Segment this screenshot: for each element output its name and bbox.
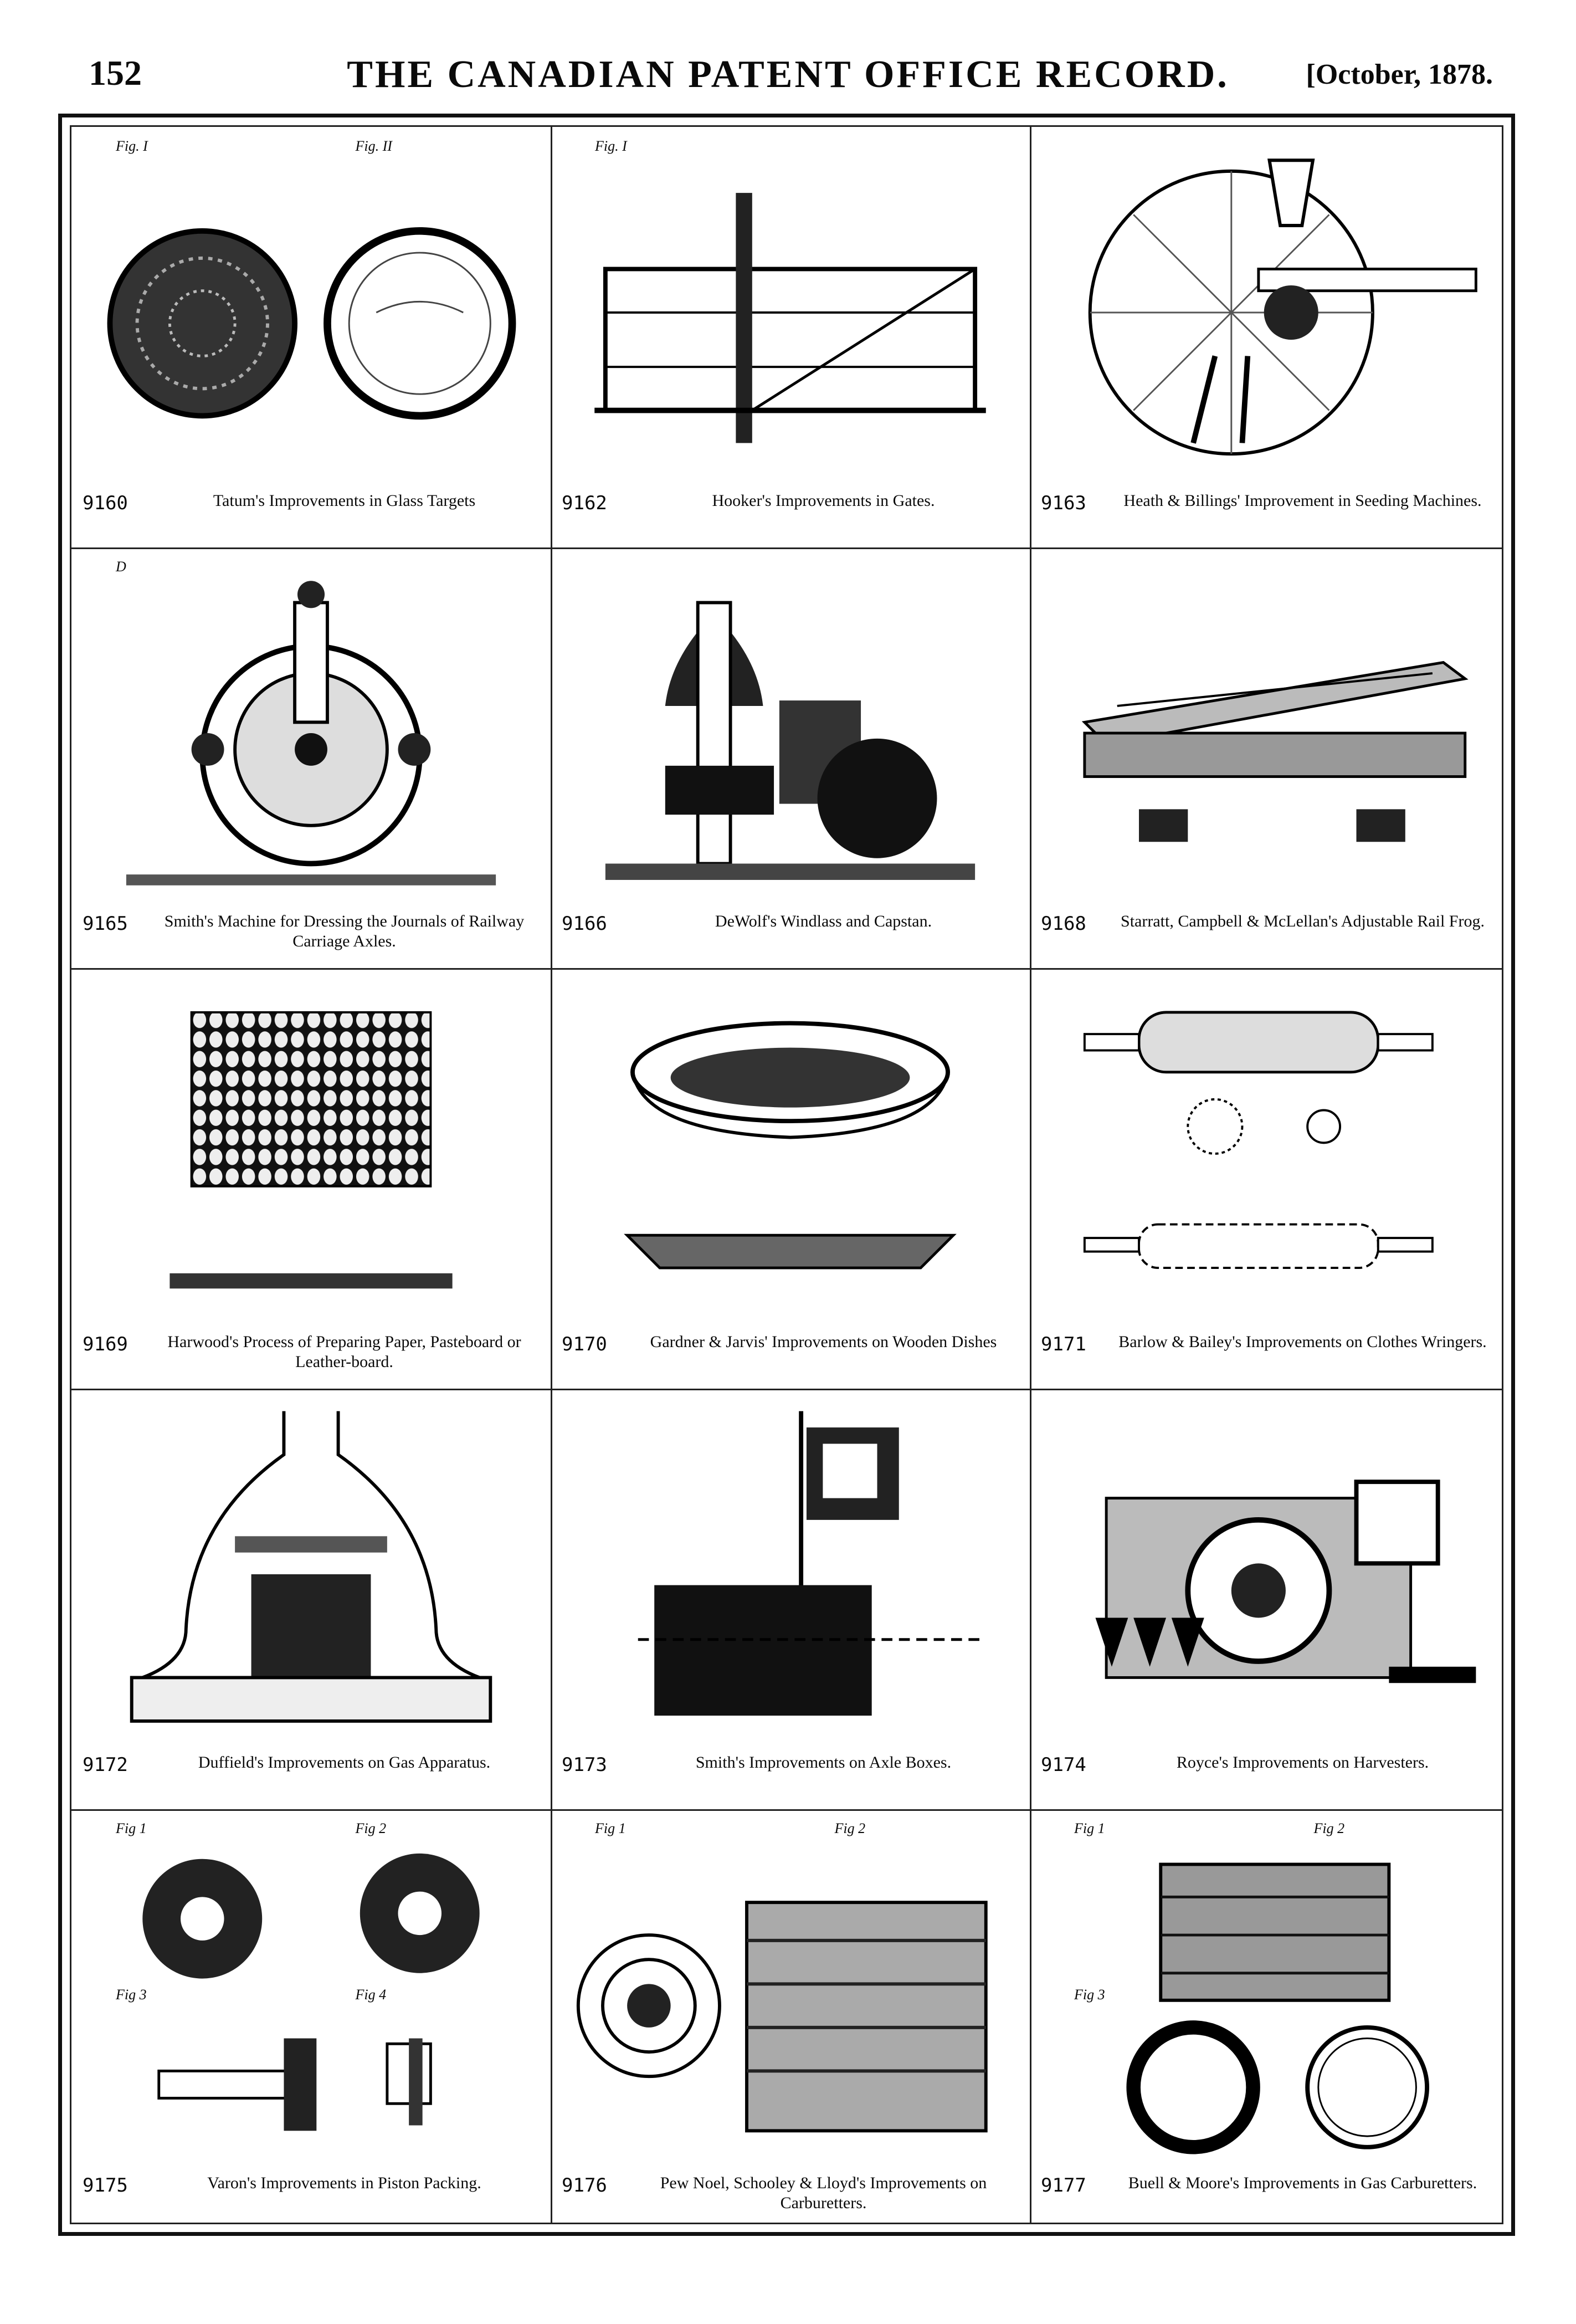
patent-caption: Pew Noel, Schooley & Lloyd's Improvements on Carburetters. xyxy=(660,2174,987,2212)
patent-number: 9168 xyxy=(1041,913,1086,935)
journal-title: THE CANADIAN PATENT OFFICE RECORD. xyxy=(347,53,1229,96)
page-header xyxy=(0,53,1576,114)
patent-number: 9163 xyxy=(1041,492,1086,514)
patent-caption: Smith's Machine for Dressing the Journals of Railway Carriage Axles. xyxy=(164,912,525,950)
plate-frame xyxy=(58,114,1515,2236)
patent-cell-9170 xyxy=(551,968,1030,1389)
patent-drawing xyxy=(573,985,1008,1323)
patent-drawing xyxy=(1052,564,1487,902)
figure-label: Fig 2 xyxy=(834,1820,866,1836)
patent-caption: Hooker's Improvements in Gates. xyxy=(712,492,935,510)
patent-cell-9175 xyxy=(71,1809,551,2230)
patent-cell-9166 xyxy=(551,547,1030,968)
patent-cell-9162 xyxy=(551,127,1030,547)
patent-caption: Varon's Improvements in Piston Packing. xyxy=(207,2174,481,2192)
patent-number: 9171 xyxy=(1041,1333,1086,1355)
patent-caption: Gardner & Jarvis' Improvements on Wooden Dishes xyxy=(650,1333,997,1351)
figure-label: Fig. I xyxy=(595,138,627,154)
patent-number: 9166 xyxy=(562,913,607,935)
patent-drawing xyxy=(94,144,528,482)
patent-cell-9174 xyxy=(1030,1389,1509,1809)
figure-label: Fig 1 xyxy=(1074,1820,1105,1836)
patent-number: 9170 xyxy=(562,1333,607,1355)
patent-caption: Duffield's Improvements on Gas Apparatus. xyxy=(198,1753,491,1772)
patent-caption: Buell & Moore's Improvements in Gas Carburetters. xyxy=(1128,2174,1477,2192)
patent-grid xyxy=(71,127,1502,2223)
figure-label: Fig 3 xyxy=(1074,1987,1105,2003)
patent-number: 9177 xyxy=(1041,2174,1086,2197)
patent-drawing xyxy=(1052,144,1487,482)
patent-cell-9163 xyxy=(1030,127,1509,547)
patent-cell-9168 xyxy=(1030,547,1509,968)
patent-number: 9169 xyxy=(83,1333,128,1355)
patent-caption: Starratt, Campbell & McLellan's Adjustable Rail Frog. xyxy=(1121,912,1485,930)
patent-drawing xyxy=(573,144,1008,482)
patent-drawing xyxy=(573,1405,1008,1743)
patent-cell-9176 xyxy=(551,1809,1030,2230)
figure-label: Fig 3 xyxy=(116,1987,147,2003)
plate-inner-border xyxy=(70,125,1503,2224)
figure-label: Fig 1 xyxy=(116,1820,147,1836)
patent-number: 9172 xyxy=(83,1754,128,1776)
patent-number: 9174 xyxy=(1041,1754,1086,1776)
page-number: 152 xyxy=(89,53,142,93)
figure-label: D xyxy=(116,559,126,575)
patent-caption: DeWolf's Windlass and Capstan. xyxy=(715,912,932,930)
patent-cell-9160 xyxy=(71,127,551,547)
patent-number: 9173 xyxy=(562,1754,607,1776)
patent-cell-9169 xyxy=(71,968,551,1389)
patent-drawing xyxy=(1052,1405,1487,1743)
issue-date: [October, 1878. xyxy=(1306,59,1493,90)
patent-cell-9173 xyxy=(551,1389,1030,1809)
figure-label: Fig 4 xyxy=(355,1987,387,2003)
patent-number: 9160 xyxy=(83,492,128,514)
patent-caption: Smith's Improvements on Axle Boxes. xyxy=(695,1753,952,1772)
patent-drawing xyxy=(573,1826,1008,2164)
patent-drawing xyxy=(94,564,528,902)
patent-caption: Harwood's Process of Preparing Paper, Pasteboard or Leather-board. xyxy=(167,1333,521,1371)
figure-label: Fig. II xyxy=(355,138,392,154)
patent-drawing xyxy=(1052,1826,1487,2164)
figure-label: Fig 2 xyxy=(355,1820,387,1836)
patent-cell-9171 xyxy=(1030,968,1509,1389)
patent-caption: Tatum's Improvements in Glass Targets xyxy=(213,492,476,510)
figure-label: Fig. I xyxy=(116,138,148,154)
patent-cell-9165 xyxy=(71,547,551,968)
patent-drawing xyxy=(1052,985,1487,1323)
patent-caption: Heath & Billings' Improvement in Seeding Machines. xyxy=(1123,492,1482,510)
patent-number: 9176 xyxy=(562,2174,607,2197)
patent-drawing xyxy=(573,564,1008,902)
patent-number: 9175 xyxy=(83,2174,128,2197)
patent-cell-9172 xyxy=(71,1389,551,1809)
figure-label: Fig 1 xyxy=(595,1820,626,1836)
patent-number: 9165 xyxy=(83,913,128,935)
patent-cell-9177 xyxy=(1030,1809,1509,2230)
patent-caption: Royce's Improvements on Harvesters. xyxy=(1176,1753,1429,1772)
patent-number: 9162 xyxy=(562,492,607,514)
patent-drawing xyxy=(94,1405,528,1743)
patent-drawing xyxy=(94,1826,528,2164)
patent-drawing xyxy=(94,985,528,1323)
figure-label: Fig 2 xyxy=(1313,1820,1345,1836)
patent-caption: Barlow & Bailey's Improvements on Clothes Wringers. xyxy=(1118,1333,1487,1351)
